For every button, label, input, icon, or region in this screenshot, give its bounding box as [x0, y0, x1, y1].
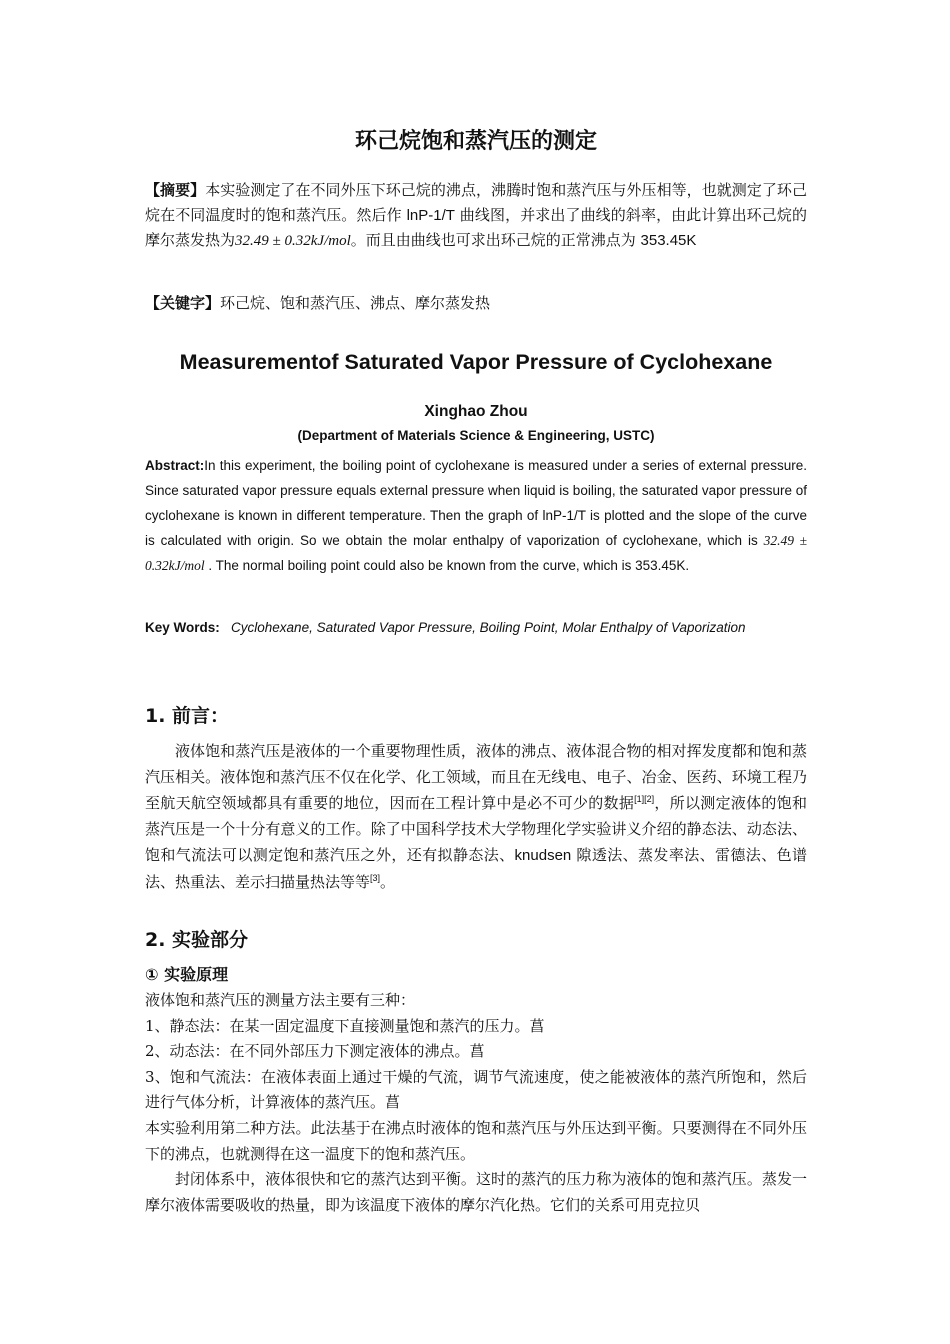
english-keywords	[145, 615, 807, 640]
chinese-abstract	[145, 178, 807, 254]
citation-3: [3]	[370, 873, 381, 883]
chinese-abstract-text-1: 本实验测定了在不同外压下环己烷的沸点，沸腾时饱和蒸汽压与外压相等，也就测定了环己烷在不同温度时的饱和蒸汽压。然后作	[145, 181, 807, 224]
english-abstract	[145, 453, 807, 578]
english-abstract-enthalpy-value: 32.49 ± 0.32kJ/mol	[145, 533, 807, 573]
chinese-abstract-label: 【摘要】	[145, 181, 206, 199]
english-abstract-text-2: . The normal boiling point could also be known from the curve, which is 353.45K.	[204, 558, 690, 573]
section-1-text-end: 。	[380, 873, 396, 891]
equilibrium-paragraph: 封闭体系中，液体很快和它的蒸汽达到平衡。这时的蒸汽的压力称为液体的饱和蒸汽压。蒸发一摩尔液体需要吸收的热量，即为该温度下液体的摩尔汽化热。它们的关系可用克拉贝	[145, 1170, 807, 1214]
method-static: 1、静态法：在某一固定温度下直接测量饱和蒸汽的压力。菖	[145, 1016, 545, 1035]
chinese-keywords-text: 环己烷、饱和蒸汽压、沸点、摩尔蒸发热	[220, 294, 491, 312]
author-name: Xinghao Zhou	[424, 403, 528, 420]
section-1-paragraph	[145, 738, 807, 895]
chinese-keywords	[145, 291, 807, 316]
chinese-abstract-text-2: 曲线图，并求出了曲线的斜率，由此计算出环己烷的摩尔蒸发热为	[145, 206, 807, 249]
section-1-heading: 1. 前言：	[145, 705, 230, 727]
chinese-abstract-lnp: lnP-1/T	[406, 207, 455, 224]
method-dynamic: 2、动态法：在不同外部压力下测定液体的沸点。菖	[145, 1042, 485, 1061]
section-2-body	[145, 988, 807, 1218]
english-abstract-text-1: In this experiment, the boiling point of cyclohexane is measured under a series of external pressure. Since saturated vapor pressure equals external pressure when liquid is boiling, the saturated vapor pressure of cyclohexane is known in different temperature. Then the graph of lnP-1/T is plotted and the slope of the curve is calculated with origin. So we obtain the molar enthalpy of vaporization of cyclohexane, which is	[145, 458, 807, 548]
english-keywords-label: Key Words:	[145, 620, 220, 635]
section-1-text-3: 隙透法、蒸发率法、雷德法、色谱法、热重法、差示扫描量热法等等	[145, 846, 807, 891]
chinese-keywords-label: 【关键字】	[145, 294, 221, 312]
chinese-abstract-enthalpy-value: 32.49 ± 0.32kJ/mol	[235, 233, 351, 249]
english-keywords-text: Cyclohexane, Saturated Vapor Pressure, Boiling Point, Molar Enthalpy of Vaporization	[231, 620, 746, 635]
chinese-abstract-boiling-point: 353.45K	[640, 232, 697, 249]
knudsen-term: knudsen	[514, 847, 572, 864]
citation-1-2: [1][2]	[634, 794, 655, 804]
english-title: Measurementof Saturated Vapor Pressure of Cyclohexane	[179, 350, 773, 374]
section-2-subheading: ① 实验原理	[145, 965, 229, 984]
section-1-text-2: ，所以测定液体的饱和蒸汽压是一个十分有意义的工作。除了中国科学技术大学物理化学实验讲义介绍的静态法、动态法、饱和气流法可以测定饱和蒸汽压之外，还有拟静态法、	[145, 794, 807, 864]
section-2-heading: 2. 实验部分	[145, 929, 249, 951]
methods-intro: 液体饱和蒸汽压的测量方法主要有三种：	[145, 991, 416, 1009]
author-department: (Department of Materials Science & Engineering, USTC)	[297, 428, 655, 443]
chinese-title: 环己烷饱和蒸汽压的测定	[354, 129, 597, 154]
english-abstract-label: Abstract:	[145, 458, 205, 473]
method-gas-saturation: 3、饱和气流法：在液体表面上通过干燥的气流，调节气流速度，使之能被液体的蒸汽所饱和，然后进行气体分析，计算液体的蒸汽压。菖	[145, 1067, 807, 1112]
chinese-abstract-text-3: 。而且由曲线也可求出环己烷的正常沸点为	[350, 231, 641, 249]
section-1-text-1: 液体饱和蒸汽压是液体的一个重要物理性质，液体的沸点、液体混合物的相对挥发度都和饱和蒸汽压相关。液体饱和蒸汽压不仅在化学、化工领域，而且在无线电、电子、冶金、医药、环境工程乃至航天航空领域都具有重要的地位，因而在工程计算中是必不可少的数据	[145, 742, 807, 812]
method-choice-paragraph: 本实验利用第二种方法。此法基于在沸点时液体的饱和蒸汽压与外压达到平衡。只要测得在不同外压下的沸点，也就测得在这一温度下的饱和蒸汽压。	[145, 1118, 807, 1163]
